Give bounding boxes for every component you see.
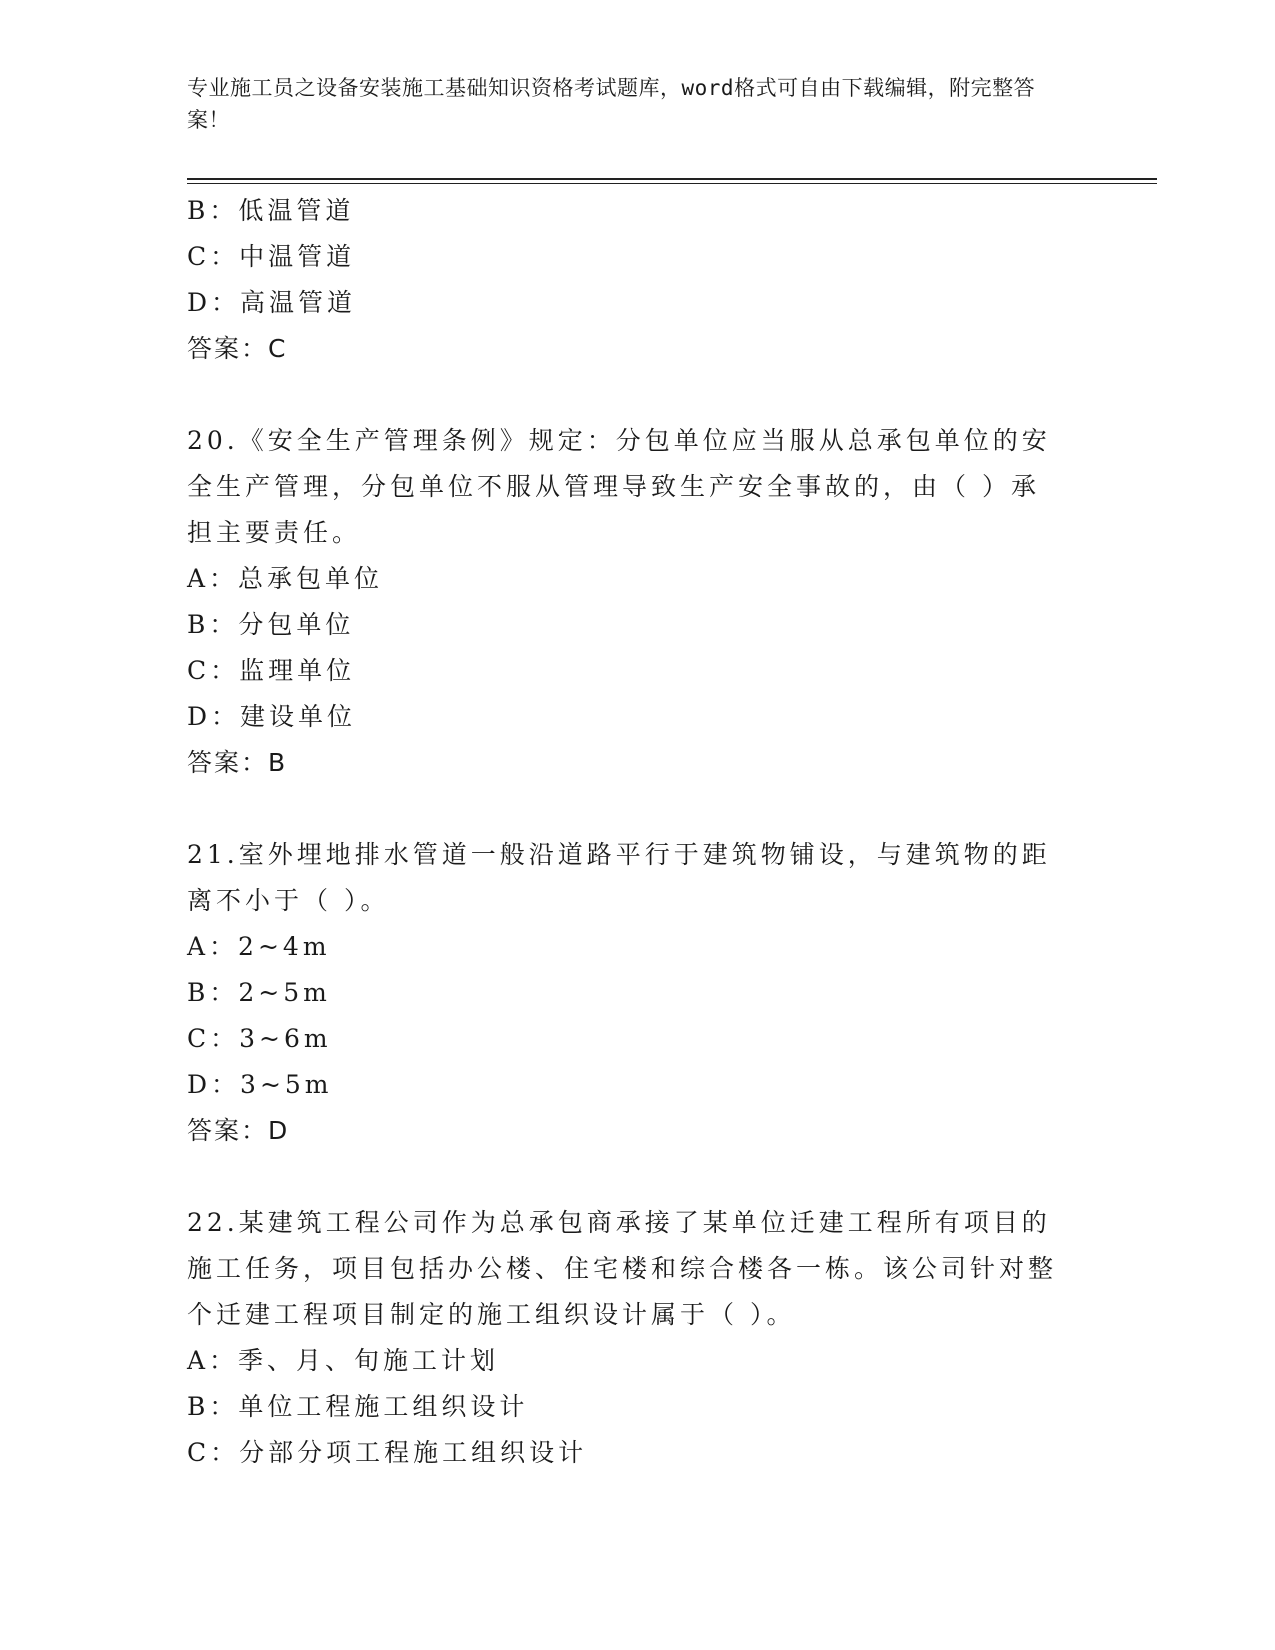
spacer — [187, 372, 1087, 418]
option-b: B：2~5m — [187, 978, 331, 1007]
question-stem: 20.《安全生产管理条例》规定：分包单位应当服从总承包单位的安全生产管理，分包单位不服从管理导致生产安全事故的，由（ ）承担主要责任。 — [187, 426, 1051, 547]
answer-line: 答案：B — [187, 748, 288, 777]
question-21 — [187, 832, 1087, 1154]
option-b: B：低温管道 — [187, 196, 355, 225]
question-list — [187, 188, 1087, 1476]
option-a: A：2~4m — [187, 932, 331, 961]
option-a: A：总承包单位 — [187, 564, 384, 593]
answer-line: 答案：C — [187, 334, 288, 363]
option-c: C：3~6m — [187, 1024, 332, 1053]
spacer — [187, 1154, 1087, 1200]
option-d: D：高温管道 — [187, 288, 357, 317]
option-b: B：单位工程施工组织设计 — [187, 1392, 529, 1421]
option-c: C：分部分项工程施工组织设计 — [187, 1438, 588, 1467]
header-divider-thick — [187, 178, 1157, 180]
option-a: A：季、月、旬施工计划 — [187, 1346, 500, 1375]
question-19-partial — [187, 188, 1087, 372]
question-20 — [187, 418, 1087, 786]
option-d: D：3~5m — [187, 1070, 333, 1099]
document-header-title: 专业施工员之设备安装施工基础知识资格考试题库，word格式可自由下载编辑，附完整答案！ — [187, 76, 1036, 132]
question-stem: 21.室外埋地排水管道一般沿道路平行于建筑物铺设，与建筑物的距离不小于（ ）。 — [187, 840, 1051, 915]
option-b: B：分包单位 — [187, 610, 355, 639]
question-22 — [187, 1200, 1087, 1476]
answer-line: 答案：D — [187, 1116, 290, 1145]
header-divider-thin — [187, 183, 1157, 184]
option-d: D：建设单位 — [187, 702, 357, 731]
spacer — [187, 786, 1087, 832]
option-c: C：中温管道 — [187, 242, 356, 271]
question-stem: 22.某建筑工程公司作为总承包商承接了某单位迁建工程所有项目的施工任务，项目包括办公楼、住宅楼和综合楼各一栋。该公司针对整个迁建工程项目制定的施工组织设计属于（ ）。 — [187, 1208, 1058, 1329]
option-c: C：监理单位 — [187, 656, 356, 685]
